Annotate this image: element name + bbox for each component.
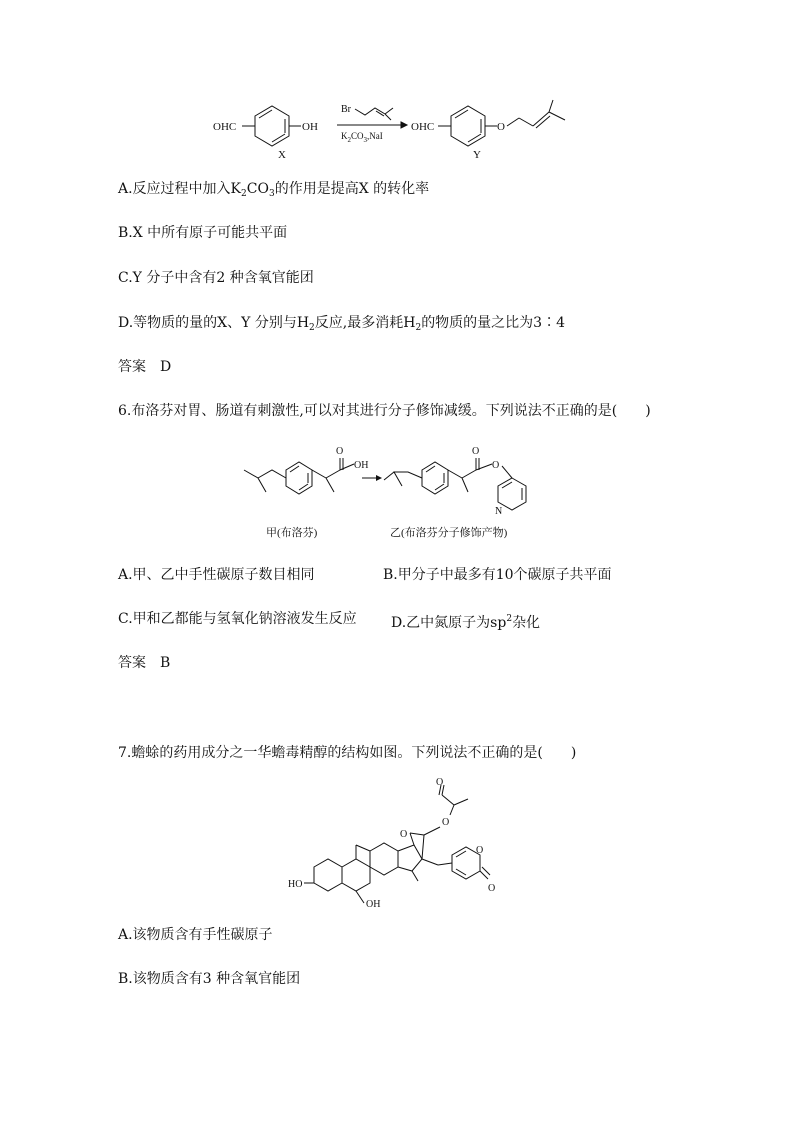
label-y: Y bbox=[473, 149, 481, 161]
q6-option-b: B.甲分子中最多有10个碳原子共平面 bbox=[383, 567, 612, 583]
q6-option-a: A.甲、乙中手性碳原子数目相同 bbox=[118, 567, 315, 583]
text-ho: HO bbox=[288, 879, 303, 890]
o-ether-text: O bbox=[497, 121, 505, 133]
q6-answer: 答案 B bbox=[118, 655, 171, 671]
text-o-ester-yi: O bbox=[492, 460, 500, 471]
oh-text: OH bbox=[302, 121, 318, 133]
q5-answer: 答案 D bbox=[118, 359, 172, 375]
text-o-epoxide: O bbox=[400, 829, 408, 840]
ring-a bbox=[314, 859, 342, 891]
steroid-structure-figure bbox=[282, 775, 522, 910]
q5-option-c: C.Y 分子中含有2 种含氧官能团 bbox=[118, 270, 314, 286]
q6-option-d: D.乙中氮原子为$sp^2$杂化 bbox=[391, 614, 541, 631]
q7-stem: 7.蟾蜍的药用成分之一华蟾毒精醇的结构如图。下列说法不正确的是( ) bbox=[118, 745, 577, 761]
text-o-acetoxy: O bbox=[442, 817, 450, 828]
label-x: X bbox=[278, 149, 286, 161]
benzene-ring-x bbox=[242, 106, 301, 146]
ibuprofen-modification-figure bbox=[236, 440, 566, 545]
q5-option-a: A.反应过程中加入$K_2CO_3$的作用是提高X 的转化率 bbox=[118, 181, 430, 199]
text-o-carbonyl-yi: O bbox=[472, 446, 480, 457]
label-jia: 甲(布洛芬) bbox=[266, 527, 318, 539]
ring-b bbox=[342, 859, 370, 891]
q6-stem: 6.布洛芬对胃、肠道有刺激性,可以对其进行分子修饰减缓。下列说法不正确的是( ) bbox=[118, 403, 651, 419]
text-o-carbonyl: O bbox=[488, 883, 496, 894]
text-o-acyl: O bbox=[436, 777, 444, 788]
reagent-br-text: Br bbox=[341, 104, 351, 115]
reaction-arrow bbox=[337, 122, 407, 128]
ring-d bbox=[398, 845, 422, 871]
q5-option-b: B.X 中所有原子可能共平面 bbox=[118, 225, 288, 241]
text-oh-ch2: OH bbox=[366, 899, 381, 910]
reaction-scheme-x-to-y bbox=[205, 98, 605, 162]
text-oh-jia: OH bbox=[354, 460, 369, 471]
text-n-pyridine: N bbox=[495, 506, 503, 517]
text-o-carbonyl-jia: O bbox=[336, 446, 344, 457]
reaction-arrowhead bbox=[376, 475, 382, 481]
ring-c bbox=[370, 843, 398, 875]
text-o-ring: O bbox=[476, 845, 484, 856]
prenyl-reagent-chain bbox=[355, 108, 393, 120]
q7-option-a: A.该物质含有手性碳原子 bbox=[118, 927, 273, 943]
ohc-text-left: OHC bbox=[213, 121, 237, 133]
isobutyl-chain-jia bbox=[244, 470, 286, 492]
ohc-text-right: OHC bbox=[411, 121, 435, 133]
q5-option-d: D.等物质的量的X、Y 分别与$H_2$反应,最多消耗$H_2$的物质的量之比为3∶4 bbox=[118, 315, 566, 333]
q7-option-b: B.该物质含有3 种含氧官能团 bbox=[118, 971, 301, 987]
conditions-text: $K_2CO_3,NaI$ bbox=[341, 131, 383, 144]
label-yi: 乙(布洛芬分子修饰产物) bbox=[390, 527, 508, 539]
q6-option-c: C.甲和乙都能与氢氧化钠溶液发生反应 bbox=[118, 611, 357, 627]
